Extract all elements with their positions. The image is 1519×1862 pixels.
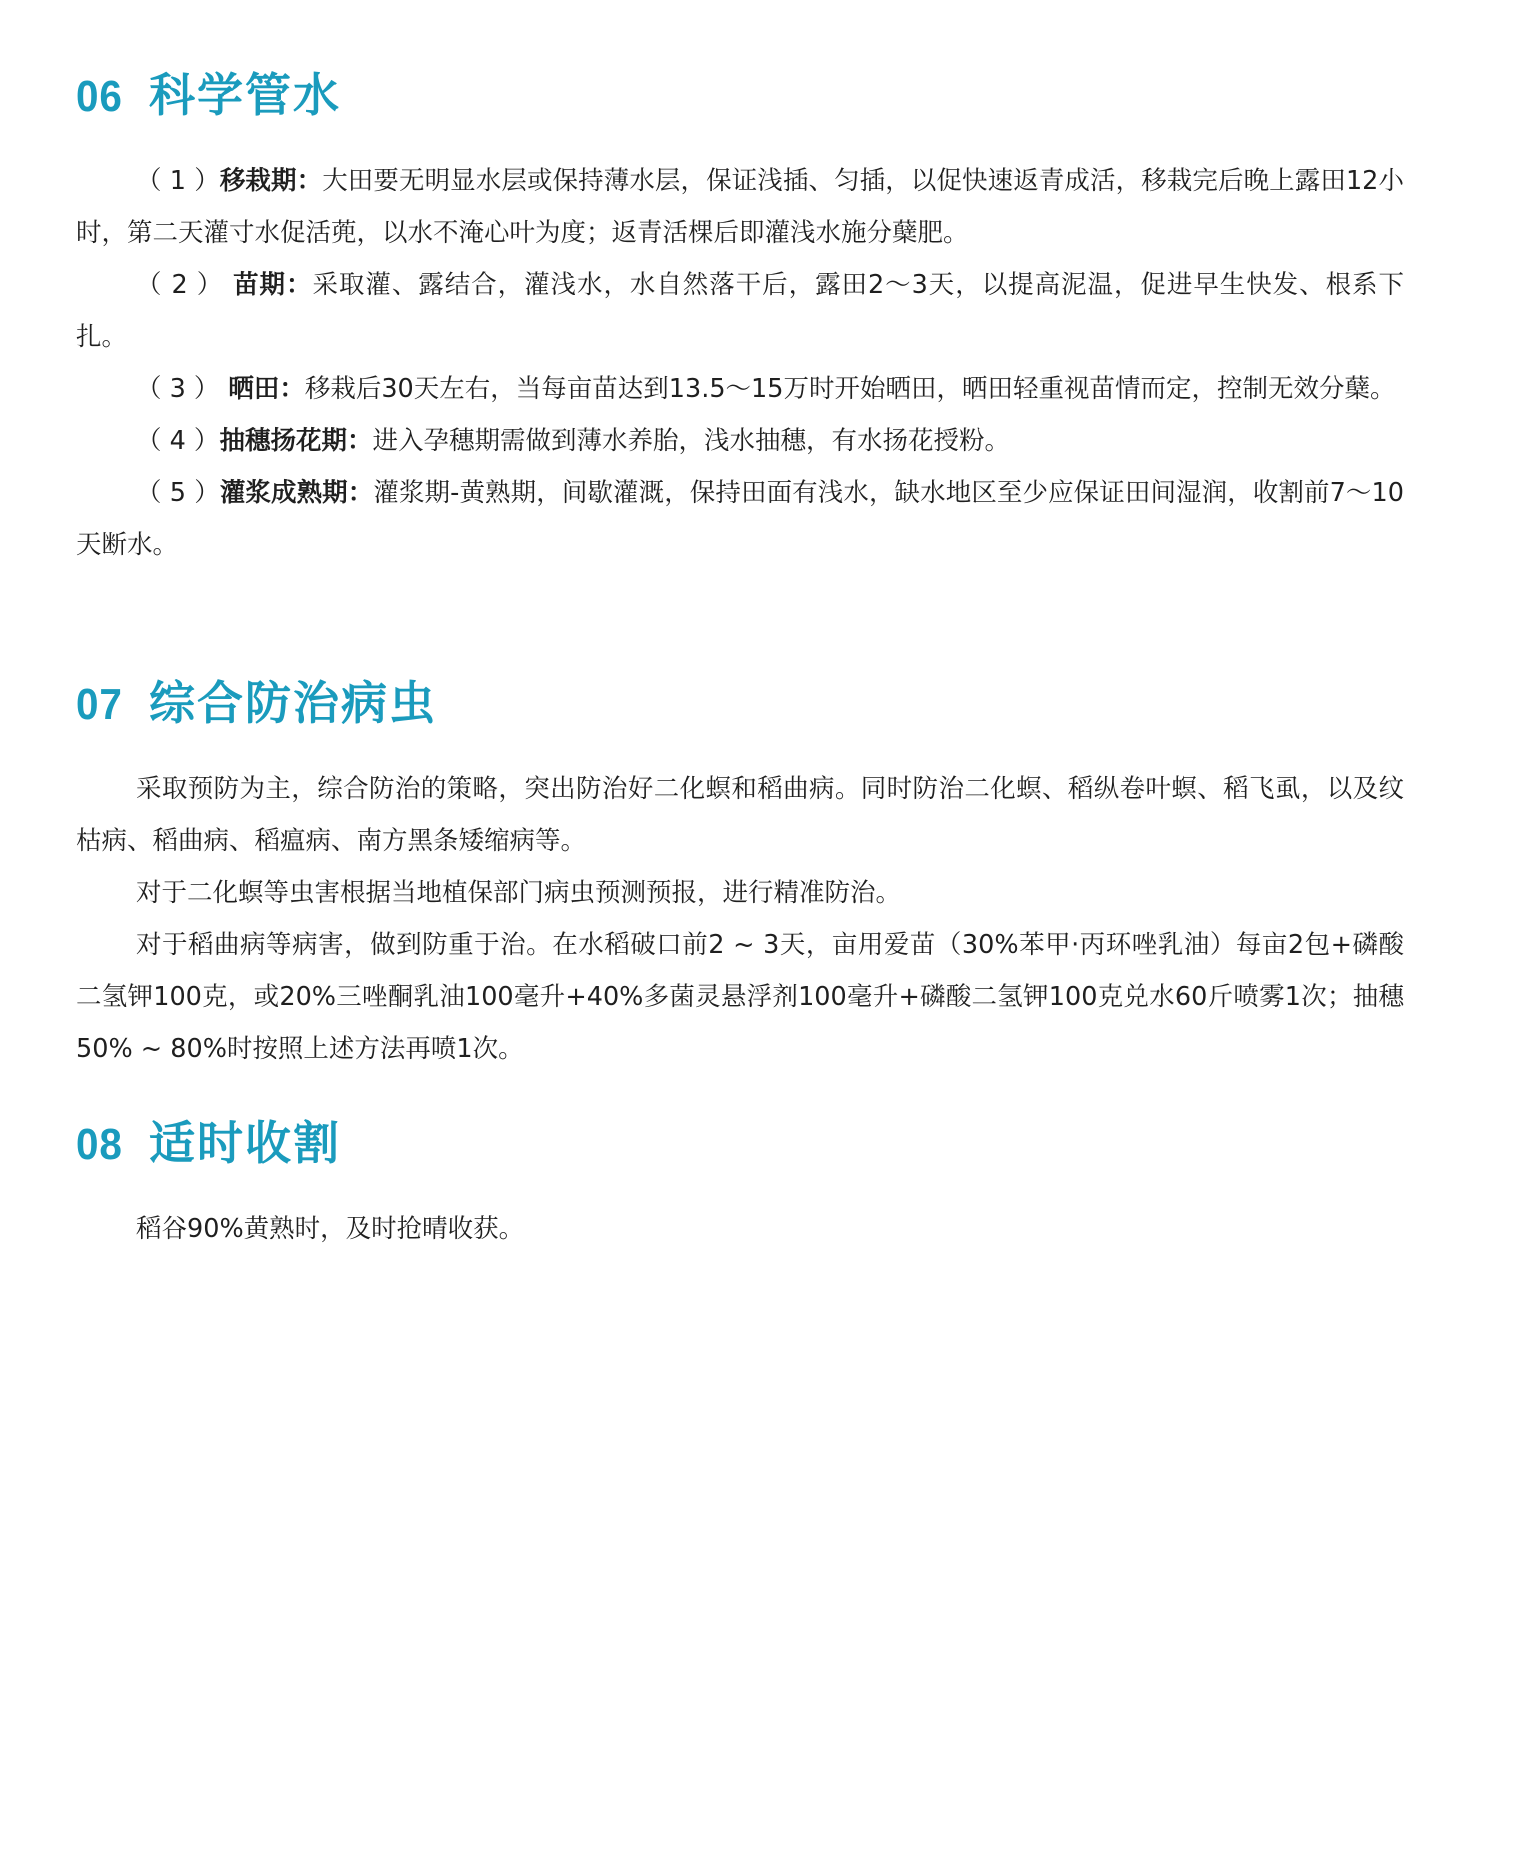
paragraph [76,155,1404,259]
paragraph [76,363,1404,415]
section-06 [76,68,1404,571]
section-heading [76,1116,1404,1170]
paragraph-text: 大田要无明显水层或保持薄水层，保证浅插、匀插，以促快速返青成活，移栽完后晚上露田12小时，第二天灌寸水促活蔸，以水不淹心叶为度；返青活棵后即灌浅水施分蘖肥。 [76,166,1404,248]
paragraph [76,1203,1404,1255]
section-body [76,763,1404,1075]
paragraph [76,919,1404,1075]
paragraph-text: 对于稻曲病等病害，做到防重于治。在水稻破口前2 ~ 3天，亩用爱苗（30%苯甲·丙环唑乳油）每亩2包+磷酸二氢钾100克，或20%三唑酮乳油100毫升+40%多菌灵悬浮剂100毫升+磷酸二氢钾100克兑水60斤喷雾1次；抽穗50% ~ 80%时按照上述方法再喷1次。 [76,930,1404,1064]
paragraph-index: （ 2 ） [136,270,224,300]
section-title: 适时收割 [148,1116,341,1170]
section-07 [76,676,1404,1075]
section-title: 科学管水 [148,68,341,122]
paragraph [76,259,1404,363]
paragraph-text: 灌浆期-黄熟期，间歇灌溉，保持田面有浅水，缺水地区至少应保证田间湿润，收割前7～10天断水。 [76,478,1404,560]
paragraph-text: 采取灌、露结合，灌浅水，水自然落干后，露田2～3天，以提高泥温，促进早生快发、根系下扎。 [76,270,1404,352]
section-number: 08 [76,1120,123,1169]
paragraph-text: 稻谷90%黄熟时，及时抢晴收获。 [136,1214,525,1244]
section-title: 综合防治病虫 [148,676,437,730]
paragraph-text: 采取预防为主，综合防治的策略，突出防治好二化螟和稻曲病。同时防治二化螟、稻纵卷叶螟、稻飞虱，以及纹枯病、稻曲病、稻瘟病、南方黑条矮缩病等。 [76,774,1404,856]
section-number: 06 [76,72,123,121]
paragraph [76,867,1404,919]
section-body [76,155,1404,571]
paragraph [76,763,1404,867]
paragraph-index: （ 3 ） [136,374,220,404]
section-heading [76,68,1404,122]
paragraph-lead: 移栽期： [219,166,323,196]
section-heading [76,676,1404,730]
paragraph-index: （ 5 ） [136,478,220,508]
paragraph-text: 移栽后30天左右，当每亩苗达到13.5～15万时开始晒田，晒田轻重视苗情而定，控制无效分蘖。 [304,374,1396,404]
section-08 [76,1116,1404,1255]
paragraph [76,415,1404,467]
paragraph-text: 进入孕穗期需做到薄水养胎，浅水抽穗，有水扬花授粉。 [372,426,1010,456]
paragraph-lead: 晒田： [219,374,305,404]
paragraph [76,467,1404,571]
paragraph-index: （ 1 ） [136,166,220,196]
paragraph-index: （ 4 ） [136,426,220,456]
paragraph-lead: 灌浆成熟期： [219,478,374,508]
section-number: 07 [76,680,123,729]
paragraph-text: 对于二化螟等虫害根据当地植保部门病虫预测预报，进行精准防治。 [136,878,902,908]
paragraph-lead: 抽穗扬花期： [219,426,373,456]
section-body [76,1203,1404,1255]
paragraph-lead: 苗期： [223,270,313,300]
